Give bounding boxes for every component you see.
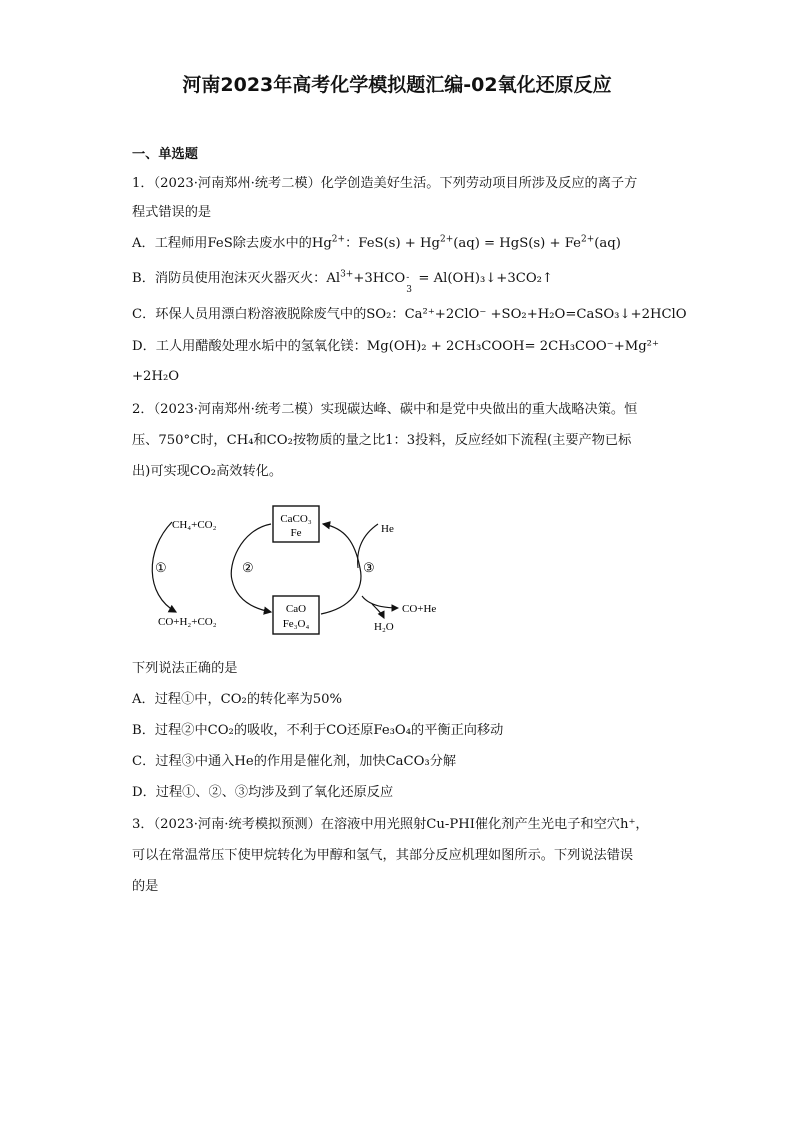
q2-stem-line2: 压、750°C时，CH₄和CO₂按物质的量之比1：3投料，反应经如下流程(主要产物已标 — [132, 433, 632, 448]
q2-stem-line3: 出)可实现CO₂高效转化。 — [132, 464, 283, 479]
q1-stem-line2: 程式错误的是 — [132, 205, 212, 220]
box-top-line1: CaCO₃ — [280, 513, 312, 525]
q3-stem-line1: 3．（2023·河南·统考模拟预测）在溶液中用光照射Cu-PHI催化剂产生光电子和空穴h⁺， — [132, 817, 649, 832]
q1-a-sup1: 2+ — [331, 234, 346, 245]
process-flow-diagram — [150, 500, 480, 640]
diagram-step3-label: ③ — [363, 560, 375, 575]
q2-stem-line1: 2．（2023·河南郑州·统考二模）实现碳达峰、碳中和是党中央做出的重大战略决策。恒 — [132, 402, 638, 417]
q1-b-part3: = Al(OH)₃↓+3CO₂↑ — [414, 271, 553, 286]
diagram-output-water: H₂O — [374, 621, 394, 633]
q1-stem-line1: 1．（2023·河南郑州·统考二模）化学创造美好生活。下列劳动项目所涉及反应的离子方 — [132, 176, 638, 191]
diagram-input-right: He — [381, 523, 394, 535]
q3-stem-line2: 可以在常温常压下使甲烷转化为甲醇和氢气，其部分反应机理如图所示。下列说法错误 — [132, 848, 634, 863]
box-bottom-line1: CaO — [285, 603, 307, 615]
box-top-line2: Fe — [290, 527, 302, 539]
q1-option-b: B．消防员使用泡沫灭火器灭火：$Al^{3+}+3HCO$ - 3 = Al(OH)₃↓+3CO₂↑ — [132, 269, 553, 295]
diagram-step1-label: ① — [155, 560, 167, 575]
q2-option-b: B．过程②中CO₂的吸收，不利于CO还原Fe₃O₄的平衡正向移动 — [132, 723, 504, 738]
q3-stem-line3: 的是 — [132, 879, 159, 894]
q1-option-c: C．环保人员用漂白粉溶液脱除废气中的SO₂：Ca²⁺+2ClO⁻ +SO₂+H₂O=CaSO₃↓+2HClO — [132, 307, 687, 322]
q2-option-c: C．过程③中通入He的作用是催化剂，加快CaCO₃分解 — [132, 754, 457, 769]
diagram-step2-label: ② — [242, 560, 254, 575]
q1-a-sup3: 2+ — [580, 234, 595, 245]
q1-a-part4: (aq) — [594, 236, 621, 251]
q1-a-part2: ：FeS(s) + Hg — [345, 236, 440, 251]
section-heading: 一、单选题 — [132, 147, 198, 162]
q1-b-sup1: 3+ — [340, 269, 354, 280]
diagram-output-left: CO+H₂+CO₂ — [158, 616, 217, 628]
q1-option-a — [132, 235, 621, 253]
diagram-output-right: CO+He — [402, 603, 437, 615]
diagram-input-left: CH₄+CO₂ — [172, 519, 217, 531]
q2-option-d: D．过程①、②、③均涉及到了氧化还原反应 — [132, 785, 394, 800]
q1-b-part1: B．消防员使用泡沫灭火器灭火：Al — [132, 271, 341, 286]
box-bottom-line2: Fe₃O₄ — [282, 618, 310, 630]
q1-option-d-line1: D．工人用醋酸处理水垢中的氢氧化镁：Mg(OH)₂ + 2CH₃COOH= 2CH₃COO⁻+Mg²⁺ — [132, 339, 659, 354]
q1-option-d-line2: +2H₂O — [132, 369, 180, 384]
q1-a-part1: A．工程师用FeS除去废水中的Hg — [132, 236, 332, 251]
q1-a-sup2: 2+ — [439, 234, 454, 245]
document-title: 河南2023年高考化学模拟题汇编-02氧化还原反应 — [182, 74, 612, 96]
q2-option-a: A．过程①中，CO₂的转化率为50% — [132, 692, 343, 707]
q1-b-part2: +3HCO — [353, 271, 406, 286]
q2-prompt: 下列说法正确的是 — [132, 661, 238, 676]
q1-a-part3: (aq) = HgS(s) + Fe — [453, 236, 581, 251]
co-he-arrow — [362, 596, 398, 608]
step3-arrow — [321, 524, 361, 614]
